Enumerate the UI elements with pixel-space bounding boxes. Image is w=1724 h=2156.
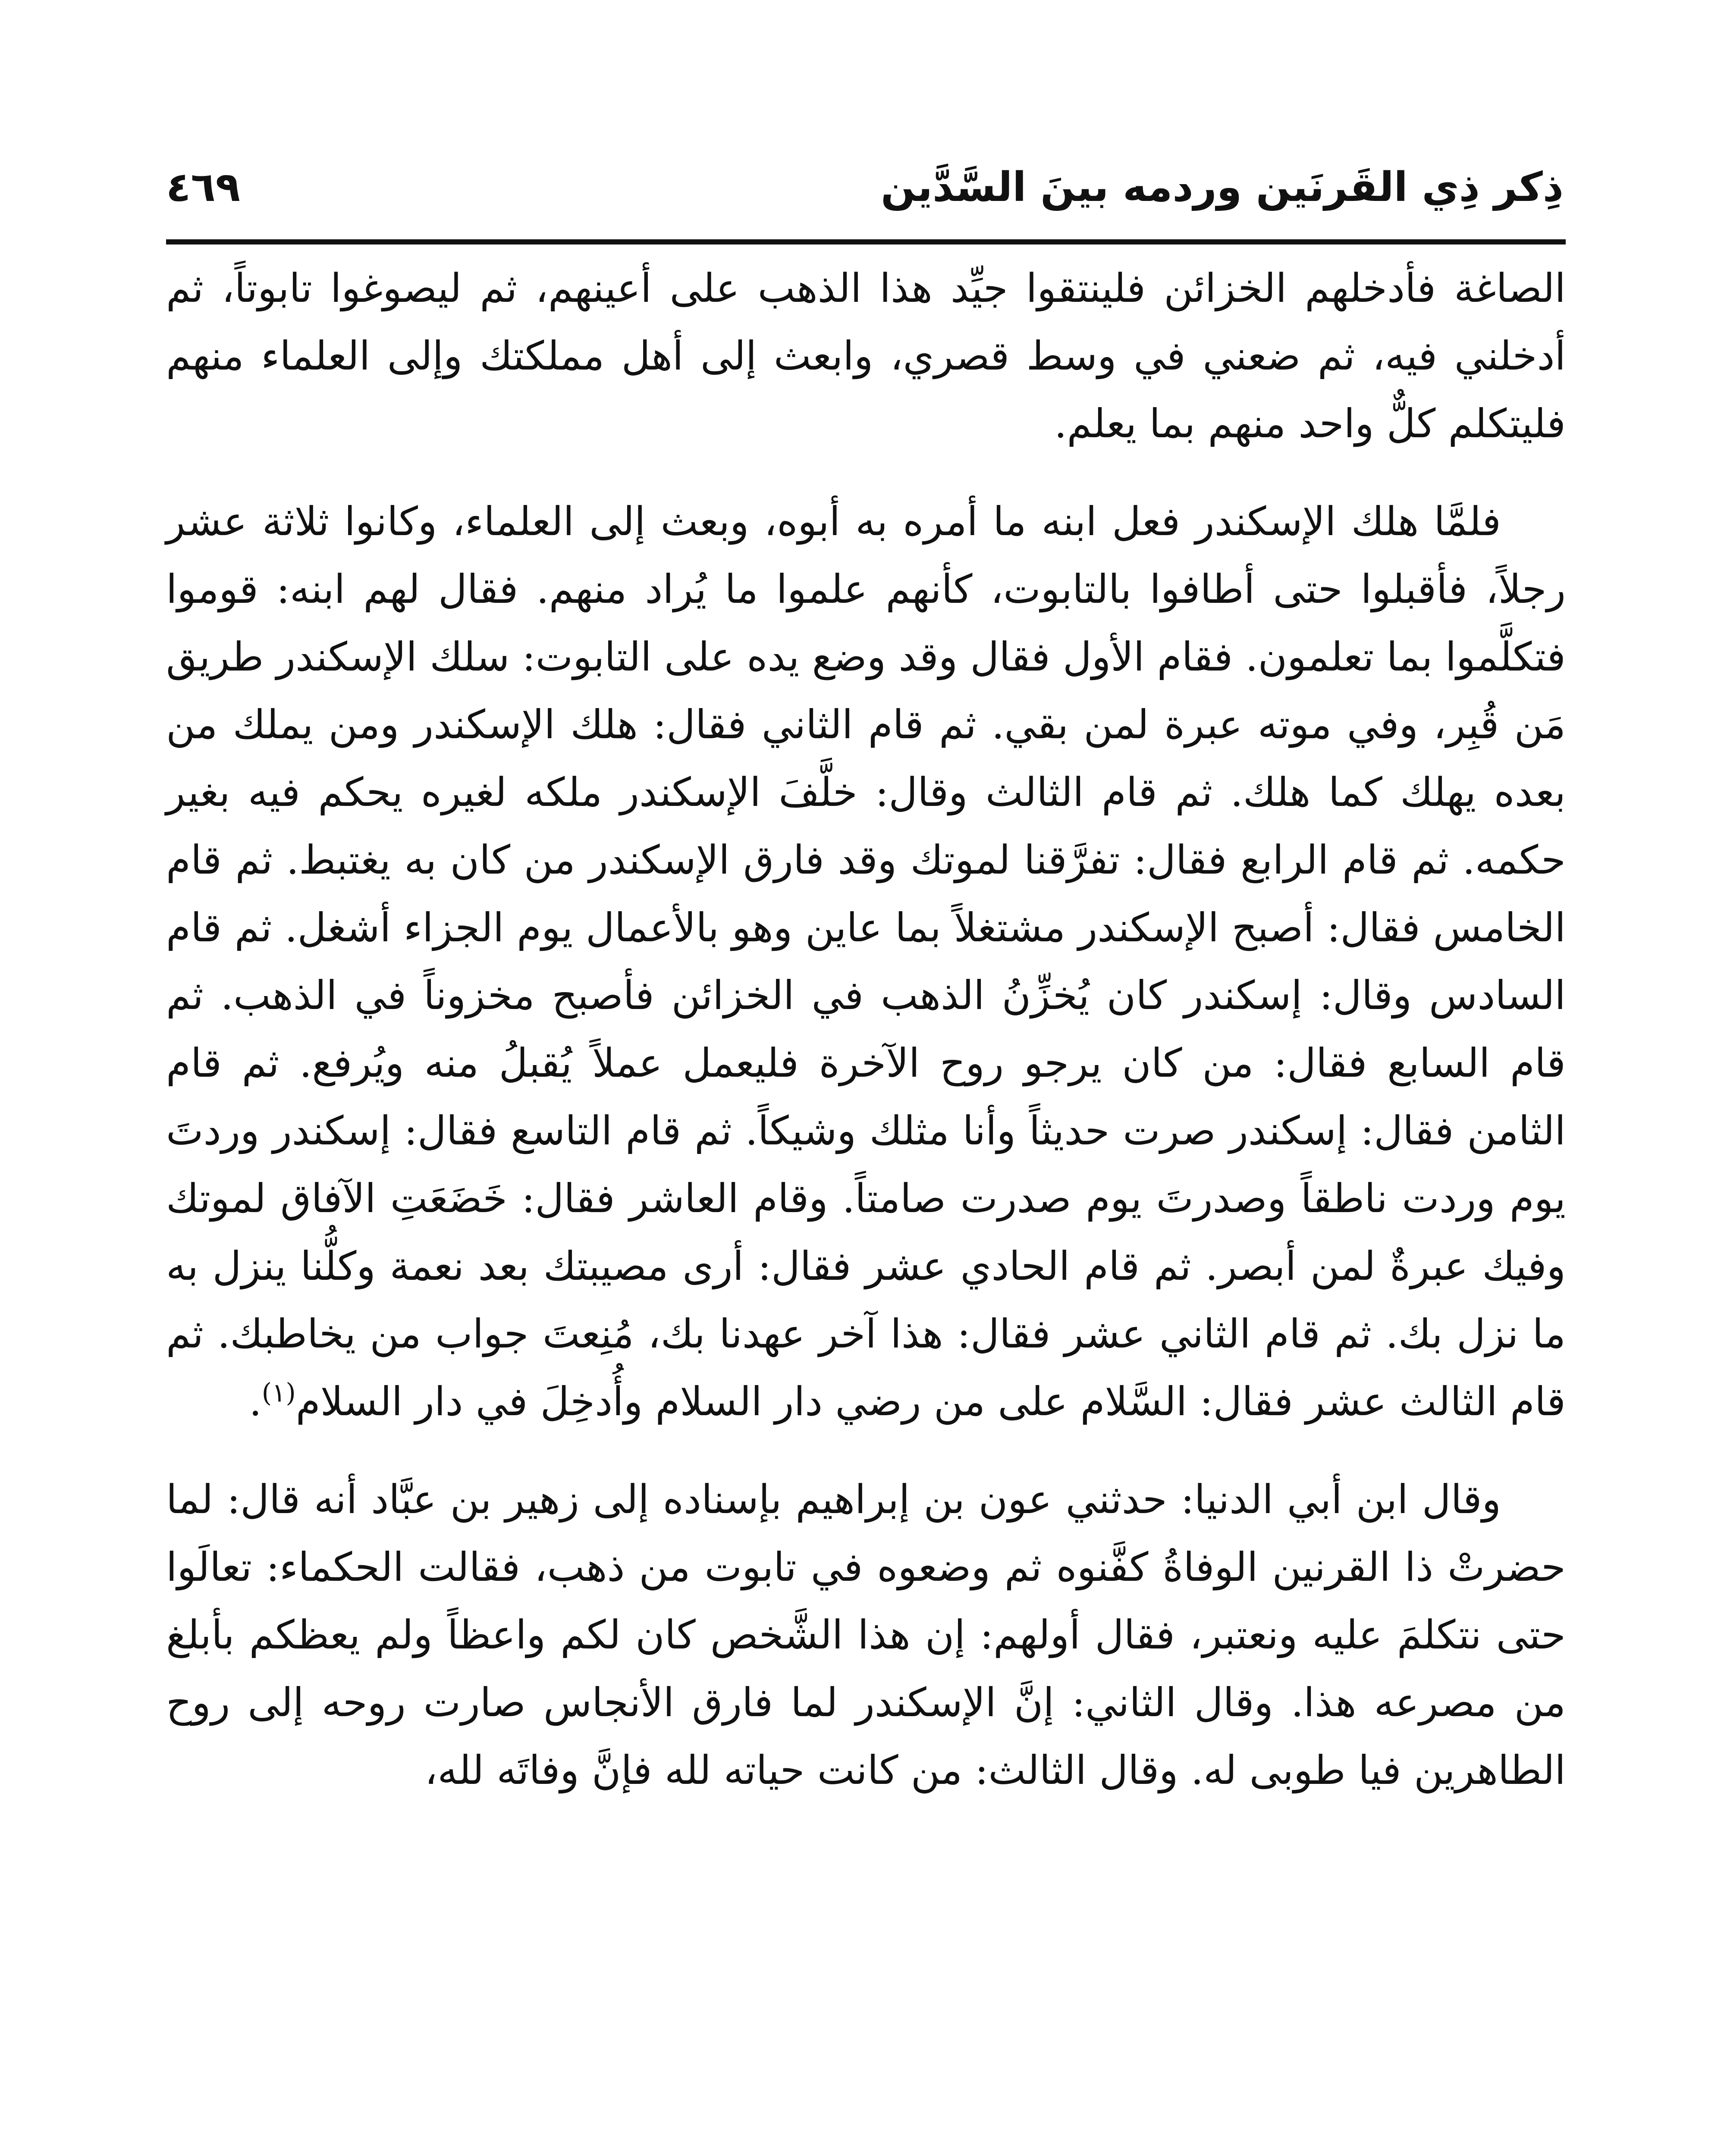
- main-text: [166, 254, 1566, 1804]
- paragraph-2-text: فلمَّا هلك الإسكندر فعل ابنه ما أمره به أبوه، وبعث إلى العلماء، وكانوا ثلاثة عشر رجلاً، فأقبلوا حتى أطافوا بالتابوت، كأنهم علموا ما يُراد منهم. فقال لهم ابنه: قوموا فتكلَّموا بما تعلمون. فقام الأول فقال وقد وضع يده على التابوت: سلك الإسكندر طريق مَن قُبِر، وفي موته عبرة لمن بقي. ثم قام الثاني فقال: هلك الإسكندر ومن يملك من بعده يهلك كما هلك. ثم قام الثالث وقال: خلَّفَ الإسكندر ملكه لغيره يحكم فيه بغير حكمه. ثم قام الرابع فقال: تفرَّقنا لموتك وقد فارق الإسكندر من كان به يغتبط. ثم قام الخامس فقال: أصبح الإسكندر مشتغلاً بما عاين وهو بالأعمال يوم الجزاء أشغل. ثم قام السادس وقال: إسكندر كان يُخزِّنُ الذهب في الخزائن فأصبح مخزوناً في الذهب. ثم قام السابع فقال: من كان يرجو روح الآخرة فليعمل عملاً يُقبلُ منه ويُرفع. ثم قام الثامن فقال: إسكندر صرت حديثاً وأنا مثلك وشيكاً. ثم قام التاسع فقال: إسكندر وردتَ يوم وردت ناطقاً وصدرتَ يوم صدرت صامتاً. وقام العاشر فقال: خَضَعَتِ الآفاق لموتك وفيك عبرةٌ لمن أبصر. ثم قام الحادي عشر فقال: أرى مصيبتك بعد نعمة وكلُّنا ينزل به ما نزل بك. ثم قام الثاني عشر فقال: هذا آخر عهدنا بك، مُنِعتَ جواب من يخاطبك. ثم قام الثالث عشر فقال: السَّلام على من رضي دار السلام وأُدخِلَ في دار السلام: [166, 498, 1566, 1425]
- paragraph-2-end: .: [249, 1379, 262, 1425]
- header-divider: [166, 239, 1566, 244]
- footnote-marker[interactable]: (١): [261, 1378, 296, 1408]
- chapter-title: ذِكر ذِي القَرنَين وردمه بينَ السَّدَّين: [881, 164, 1564, 211]
- paragraph-3: وقال ابن أبي الدنيا: حدثني عون بن إبراهيم بإسناده إلى زهير بن عبَّاد أنه قال: لما حضرتْ ذا القرنين الوفاةُ كفَّنوه ثم وضعوه في تابوت من ذهب، فقالت الحكماء: تعالَوا حتى نتكلمَ عليه ونعتبر، فقال أولهم: إن هذا الشَّخص كان لكم واعظاً ولم يعظكم بأبلغ من مصرعه هذا. وقال الثاني: إنَّ الإسكندر لما فارق الأنجاس صارت روحه إلى روح الطاهرين فيا طوبى له. وقال الثالث: من كانت حياته لله فإنَّ وفاتَه لله،: [166, 1476, 1566, 1793]
- paragraph-1: الصاغة فأدخلهم الخزائن فلينتقوا جيِّد هذا الذهب على أعينهم، ثم ليصوغوا تابوتاً، ثم أدخلني فيه، ثم ضعني في وسط قصري، وابعث إلى أهل مملكتك وإلى العلماء منهم فليتكلم كلٌّ واحد منهم بما يعلم.: [166, 265, 1566, 447]
- running-header: [166, 142, 1564, 233]
- paragraph-2: [166, 488, 1566, 1435]
- page-number: ٤٦٩: [166, 164, 241, 211]
